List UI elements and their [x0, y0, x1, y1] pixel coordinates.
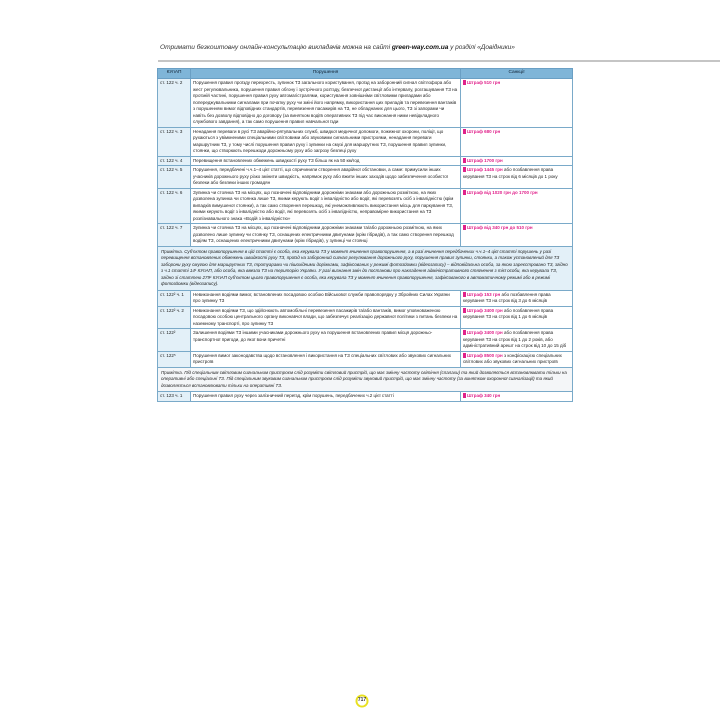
sanction-extra: або позбавлення права керування ТЗ на строк від 1 до 6 місяців: [463, 307, 554, 319]
fine-marker-icon: [463, 308, 466, 313]
article-cell: ст. 122 ч. 7: [158, 224, 191, 247]
violation-cell: Залишення водіями ТЗ іншими учасниками дорожнього руху на порушення встановлених правил місця дорожньо-транспортної пригоди, до якої вони причетні: [191, 329, 461, 352]
column-header-sanction: Санкції: [461, 69, 573, 79]
fine-marker-icon: [463, 225, 466, 230]
article-cell: ст. 122² ч. 2: [158, 306, 191, 329]
table-note: Примітка. Під спеціальним світловим сигнальним пристроєм слід розуміти світловий пристрій, що має змінну частоту світіння (спалахи) та який дозволяється встановлювати тільки на оперативні або спеціальні ТЗ. Під спеціальним звуковим сигнальним пристроєм слід розуміти звуковий пристрій, що має змінну частоту (за винятком охоронної сигналізації) та який дозволяється встановлювати тільки на оперативні ТЗ.: [158, 367, 573, 392]
fine-amount: Штраф 510 грн: [467, 80, 501, 85]
sanction-extra: з конфіскацією спеціальних світлових або звукових сигнальних пристроїв: [463, 352, 562, 364]
fine-amount: Штраф 3400 грн: [467, 307, 503, 313]
table-row: [158, 156, 573, 166]
sanction-extra: або позбавлення права керування ТЗ на строк від 3 до 6 місяців: [463, 291, 551, 303]
table-row: [158, 329, 573, 352]
sanction-cell: [461, 351, 573, 367]
violation-cell: Порушення вимог законодавства щодо встановлення і використання на ТЗ спеціальних світлових або звукових сигнальних пристроїв: [191, 351, 461, 367]
violation-cell: Перевищення встановлених обмежень швидкості руху ТЗ більш як на 50 км/год: [191, 156, 461, 166]
fine-marker-icon: [463, 393, 466, 398]
header-divider: [158, 60, 720, 62]
sanction-cell: [461, 224, 573, 247]
table-row: [158, 224, 573, 247]
fine-amount: Штраф 1700 грн: [467, 157, 503, 163]
article-cell: ст. 122 ч. 4: [158, 156, 191, 166]
table-row: [158, 127, 573, 156]
page-number: 717: [357, 697, 367, 703]
fine-amount: Штраф 1445 грн: [467, 167, 503, 172]
header-suffix: у розділі «Довідники»: [450, 44, 515, 51]
sanction-cell: [461, 79, 573, 128]
fine-marker-icon: [463, 158, 466, 163]
violation-cell: Порушення правил руху через залізничний переїзд, крім порушень, передбачених ч.2 цієї статті: [191, 392, 461, 402]
sanction-extra: або позбавлення права керування ТЗ на строк від 6 місяців до 1 року: [463, 167, 558, 179]
violation-cell: Порушення, передбачені ч.ч.1–4 цієї статті, що спричинили створення аварійної обстановки, а саме: примусили інших учасників дорожнього руху різко змінити швидкість, напрямок руху або вжити інших заходів щодо забезпечення особистої безпеки або безпеки інших громадян: [191, 166, 461, 189]
article-cell: ст. 122²: [158, 329, 191, 352]
table-row: [158, 351, 573, 367]
column-header-violation: Порушення: [191, 69, 461, 79]
fine-amount: Штраф 3400 грн: [467, 330, 503, 335]
sanction-cell: [461, 166, 573, 189]
sanction-cell: [461, 156, 573, 166]
fine-amount: Штраф 680 грн: [467, 128, 501, 134]
violation-cell: Зупинка чи стоянка ТЗ на місцях, що позначені відповідними дорожніми знаками або дорожньою розміткою, на яких дозволена зупинка чи стоянка лише ТЗ, якими керують водії з інвалідністю або водії, які перевозять осіб з інвалідністю (крім випадків вимушеної стоянки), а так само створення перешкод, які унеможливлюють використання місць для паркування ТЗ, якими керують водії з інвалідністю або водії, які перевозять осіб з інвалідністю, неправомірне використання на ТЗ розпізнавального знака «Водій з інвалідністю»: [191, 188, 461, 224]
fine-marker-icon: [463, 292, 466, 297]
fine-amount: Штраф від 340 грн до 510 грн: [467, 225, 533, 230]
header-prefix: Отримати безкоштовну онлайн-консультацію викладачів можна на сайті: [160, 44, 391, 51]
violation-cell: Ненадання переваги в русі ТЗ аварійно-рятувальних служб, швидкої медичної допомоги, пожежної охорони, поліції, що рухаються з увімкненими спеціальними світловими або звуковими сигнальними пристроями, ненадання переваги маршрутним ТЗ, у тому числі порушення правил руху і зупинки на смузі для маршрутних ТЗ, порушення правил зупинки, стоянки, що створюють перешкоди дорожньому руху або загрозу безпеці руху: [191, 127, 461, 156]
article-cell: ст. 122 ч. 5: [158, 166, 191, 189]
header-site-link[interactable]: green-way.com.ua: [391, 44, 449, 51]
article-cell: ст. 122 ч. 2: [158, 79, 191, 128]
fine-marker-icon: [463, 190, 466, 195]
table-row: [158, 290, 573, 306]
fine-amount: Штраф 8500 грн: [467, 352, 503, 358]
column-header-article: КУпАП: [158, 69, 191, 79]
sanction-cell: [461, 329, 573, 352]
fine-amount: Штраф 340 грн: [467, 393, 501, 398]
article-cell: ст. 123 ч. 1: [158, 392, 191, 402]
article-cell: ст. 122 ч. 3: [158, 127, 191, 156]
table-note: Примітка. Суб'єктом правопорушення в цій статті є особа, яка керувала ТЗ у момент вчинення правопорушення, а в разі вчинення передбачених ч.ч.1–4 цієї статті порушень у разі перевищення встановлених обмежень швидкості руху ТЗ, проїзд на заборонний сигнал регулювання дорожнього руху, порушення правил зупинки, стоянки, а також установлений для ТЗ заборони руху смугою для маршрутних ТЗ, тротуарами чи пішохідними доріжками, зафіксованих у режимі фотозйомки (відеозапису) – відповідальна особа, за якою зареєстровано ТЗ, згідно з ч.1 статті 14¹ КУпАП, або особа, яка ввезла ТЗ на територію України. У разі визнання змін до постанови про накладення адміністративного стягнення з тієї особи, яка керувала ТЗ, згідно зі статтею 279¹ КУпАП суб'єктом цього правопорушення є особа, яка керувала ТЗ у момент вчинення правопорушення, зафіксованого в автоматичному режимі або в режимі фотозйомки (відеозапису).: [158, 246, 573, 290]
article-cell: ст. 122² ч. 1: [158, 290, 191, 306]
table-row: [158, 306, 573, 329]
table-row: [158, 188, 573, 224]
violations-table: [157, 68, 573, 402]
fine-marker-icon: [463, 330, 466, 335]
fine-amount: Штраф від 1020 грн до 1700 грн: [467, 189, 538, 195]
fine-marker-icon: [463, 129, 466, 134]
table-note-row: [158, 246, 573, 290]
sanction-extra: або позбавлення права керування ТЗ на строк від 1 до 2 років, або адміністративний арешт на строк від 10 до 15 діб: [463, 330, 567, 348]
sanction-cell: [461, 290, 573, 306]
sanction-cell: [461, 127, 573, 156]
table-note-row: [158, 367, 573, 392]
sanction-cell: [461, 188, 573, 224]
violation-cell: Порушення правил проїзду перехресть, зупинок ТЗ загального користування, проїзд на заборонний сигнал світлофора або жест регулювальника, порушення правил обгону і зустрічного роз'їзду, безпечної дистанції або інтервалу, розташування ТЗ на проїзній частині, порушення правил руху автомагістралями, користування зовнішніми світловими приладами або попереджувальними сигналами при початку руху чи зміні його напрямку, використання цих приладів та перевезення вантажів з порушенням вимог відповідних стандартів, перевезення пасажирів на ТЗ, не обладнаних для цього, ТЗ зі запорами чи навіть без дозволу відповідно до договору (за винятком водіїв оперативних ТЗ під час виконання ними невідкладного службового завдання), а так само порушення правил навчальної їзди: [191, 79, 461, 128]
fine-marker-icon: [463, 167, 466, 172]
sanction-cell: [461, 392, 573, 402]
page-header: [160, 44, 720, 51]
violation-cell: Невиконання водіями ТЗ, що здійснюють автомобільні перевезення пасажирів та/або вантажів, вимог уповноваженою посадовою особою центрального органу виконавчої влади, що забезпечує реалізацію державної політики з питань безпеки на наземному транспорті, про зупинку ТЗ: [191, 306, 461, 329]
violation-cell: Зупинка чи стоянка ТЗ на місцях, що позначені відповідними дорожніми знаками та/або дорожньою розміткою, на яких дозволено лише зупинку чи стоянку ТЗ, оснащених електричними двигунами (крім гібридів), а так само створення перешкод водіям ТЗ, оснащених електричними двигунами (крім гібридів), у зупинці чи стоянці: [191, 224, 461, 247]
table-header-row: [158, 69, 573, 79]
article-cell: ст. 122 ч. 6: [158, 188, 191, 224]
table-row: [158, 392, 573, 402]
table-row: [158, 79, 573, 128]
page-content: [157, 68, 572, 690]
violation-cell: Невиконання водіями вимог, встановлених посадовою особою Військової служби правопорядку у Збройних Силах України про зупинку ТЗ: [191, 290, 461, 306]
sanction-cell: [461, 306, 573, 329]
table-row: [158, 166, 573, 189]
fine-marker-icon: [463, 80, 466, 85]
article-cell: ст. 122⁵: [158, 351, 191, 367]
fine-marker-icon: [463, 353, 466, 358]
fine-amount: Штраф 153 грн: [467, 291, 501, 297]
